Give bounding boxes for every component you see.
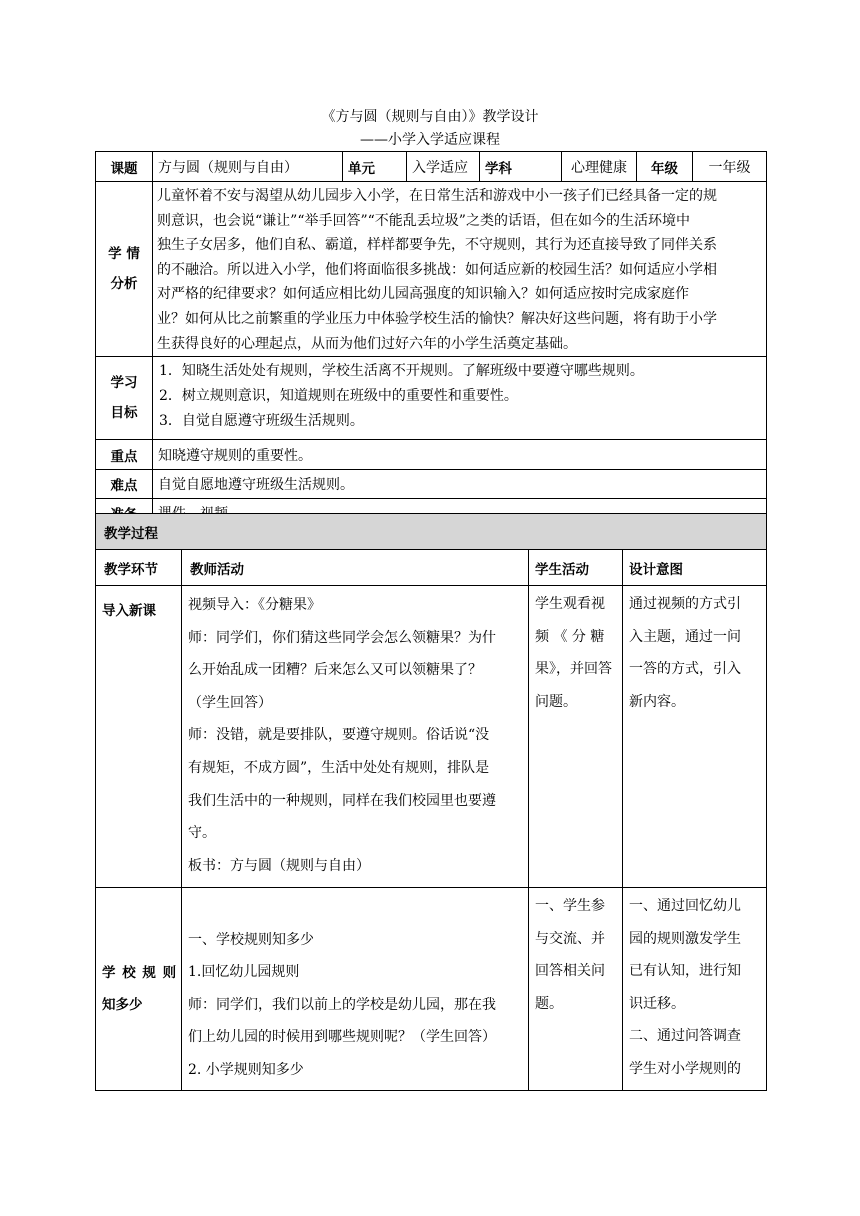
process-heading-row (96, 514, 767, 550)
goal-item: 3．自觉自愿遵守班级生活规则。 (159, 412, 364, 429)
analysis-row (96, 182, 767, 357)
goal-item: 2．树立规则意识，知道规则在班级中的重要性和重要性。 (159, 387, 518, 404)
process-row-rules (96, 888, 767, 1091)
goals-list (153, 357, 767, 440)
info-row (96, 152, 767, 182)
column-header: 学生活动 (529, 550, 623, 586)
process-row-intro (96, 586, 767, 888)
key-point-row (96, 440, 767, 470)
teacher-activity: 视频导入：《分糖果》 师：同学们，你们猜这些同学会怎么领糖果？为什 么开始乱成一团糟？后来怎么又可以领糖果了？ （学生回答） 师：没错，就是要排队，要遵守规则。俗话说“没 有规矩，不成方圆”，生活中处处有规则，排队是 我们生活中的一种规则，同样在我们校园里也要遵 守。 板书：方与圆（规则与自由） (182, 586, 529, 888)
grade-label: 年级 (637, 152, 693, 182)
key-point-label: 重点 (96, 440, 153, 470)
lesson-info-table (95, 151, 767, 527)
analysis-text: 儿童怀着不安与渴望从幼儿园步入小学，在日常生活和游戏中小一孩子们已经具备一定的规 则意识，也会说“谦让”“举手回答”“不能乱丢垃圾”之类的话语，但在如今的生活环境中 独生子女居多，他们自私、霸道，样样都要争先，不守规则，其行为还直接导致了同伴关系 的不融洽。所以进入小学，他们将面临很多挑战：如何适应新的校园生活？如何适应小学相 对严格的纪律要求？如何适应相比幼儿园高强度的知识输入？如何适应按时完成家庭作 业？如何从比之前繁重的学业压力中体验学校生活的愉快？解决好这些问题，将有助于小学 生获得良好的心理起点，从而为他们过好六年的小学生活奠定基础。 (153, 182, 767, 357)
design-intent: 通过视频的方式引 入主题，通过一问 一答的方式，引入 新内容。 (623, 586, 767, 888)
document-title: 《方与圆（规则与自由）》教学设计 (321, 109, 539, 125)
document-subtitle: ——小学入学适应课程 (360, 132, 500, 148)
student-activity: 一、学生参 与交流、并 回答相关问 题。 (529, 888, 623, 1091)
goal-item: 1．知晓生活处处有规则，学校生活离不开规则。了解班级中要遵守哪些规则。 (159, 363, 644, 380)
teacher-activity: 一、学校规则知多少 1.回忆幼儿园规则 师：同学们，我们以前上的学校是幼儿园，那在我 们上幼儿园的时候用到哪些规则呢？（学生回答） 2. 小学规则知多少 (182, 888, 529, 1091)
teaching-process-table (95, 513, 767, 1091)
subject-value: 心理健康 (562, 152, 637, 182)
difficulty-row (96, 470, 767, 499)
analysis-label: 学 情 分析 (96, 182, 153, 357)
goals-row (96, 357, 767, 440)
goals-label: 学习 目标 (96, 357, 153, 440)
difficulty-value: 自觉自愿地遵守班级生活规则。 (153, 470, 767, 499)
unit-value: 入学适应 (407, 152, 480, 182)
process-header-row (96, 550, 767, 586)
topic-value: 方与圆（规则与自由） (153, 152, 343, 182)
column-header: 设计意图 (623, 550, 767, 586)
student-activity: 学生观看视 频 《 分 糖 果》，并回答 问题。 (529, 586, 623, 888)
key-point-value: 知晓遵守规则的重要性。 (153, 440, 767, 470)
subject-label: 学科 (480, 152, 562, 182)
column-header: 教师活动 (182, 550, 529, 586)
grade-value: 一年级 (693, 152, 767, 182)
process-heading: 教学过程 (96, 514, 767, 550)
design-intent: 一、通过回忆幼儿 园的规则激发学生 已有认知，进行知 识迁移。 二、通过问答调查 学生对小学规则的 (623, 888, 767, 1091)
stage-label: 学 校 规 则 知多少 (96, 888, 182, 1091)
unit-label: 单元 (343, 152, 407, 182)
stage-label: 导入新课 (96, 586, 182, 888)
difficulty-label: 难点 (96, 470, 153, 499)
topic-label: 课题 (96, 152, 153, 182)
column-header: 教学环节 (96, 550, 182, 586)
